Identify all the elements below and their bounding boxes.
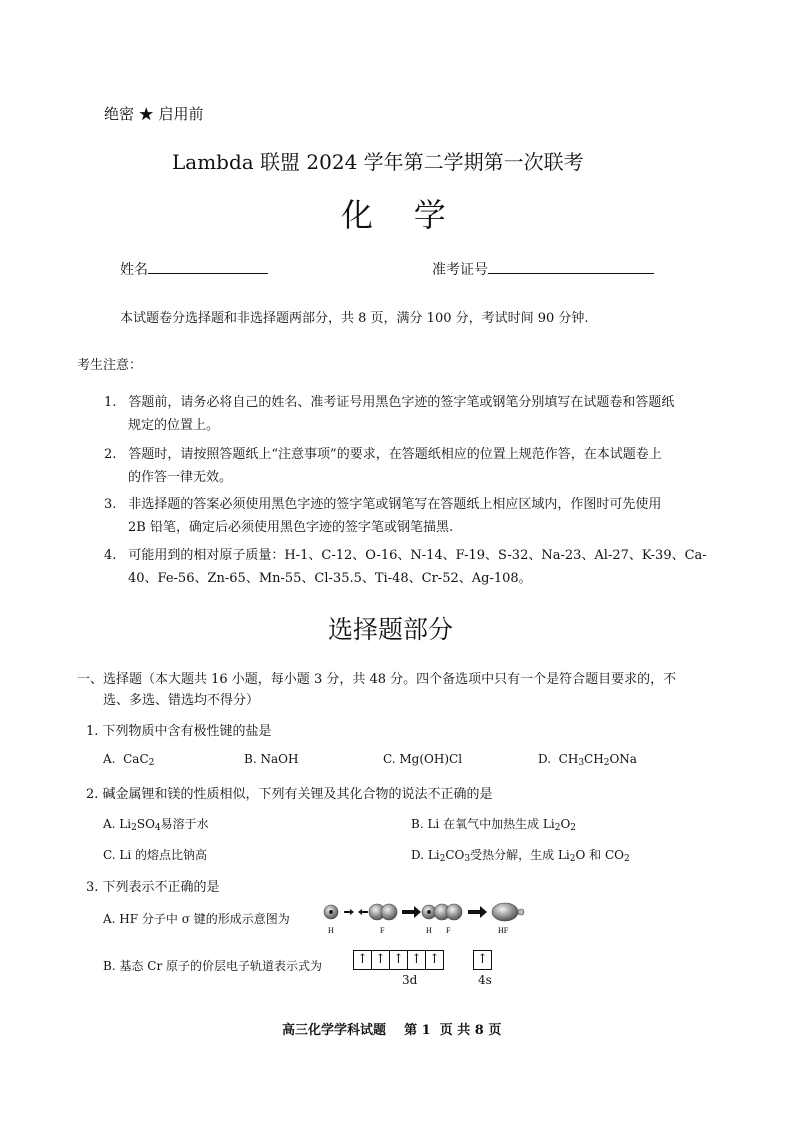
orbital-label-3d: 3d <box>402 973 418 987</box>
option-text: SO <box>136 817 155 831</box>
subscript: 4 <box>154 823 161 833</box>
option-text: CO <box>445 848 465 862</box>
q1-option-d[interactable] <box>538 752 637 768</box>
subscript: 3 <box>578 758 585 768</box>
option-text: D. Li <box>411 848 440 862</box>
approach-arrows-icon <box>344 909 368 915</box>
q2-option-d[interactable] <box>411 846 630 864</box>
subscript: 2 <box>569 854 576 864</box>
orbital-box: ↑ <box>353 950 372 970</box>
option-text: CH <box>584 752 604 766</box>
part-instruction-line1: 一、选择题（本大题共 16 小题，每小题 3 分，共 48 分。四个备选项中只有一个是符合题目要求的，不 <box>77 672 677 687</box>
option-text: 易溶于水 <box>160 817 209 831</box>
option-text: 受热分解，生成 Li <box>470 848 570 862</box>
subscript: 2 <box>603 758 610 768</box>
orbital-box: ↑ <box>473 950 492 970</box>
option-label: D. <box>538 752 552 766</box>
right-arrow-icon <box>468 906 487 918</box>
option-text: O 和 CO <box>575 848 624 862</box>
diagram-label: H <box>426 926 432 935</box>
notice-num: 1. <box>104 395 117 410</box>
q2-option-b[interactable] <box>411 815 576 833</box>
notice-item-1 <box>104 391 674 433</box>
option-text: ONa <box>609 752 637 766</box>
subject-title: 化 学 <box>341 196 446 234</box>
notice-text: 非选择题的答案必须使用黑色字迹的签字笔或钢笔写在答题纸上相应区域内，作图时可先使用 <box>128 497 662 512</box>
notice-text: 可能用到的相对原子质量：H-1、C-12、O-16、N-14、F-19、S-32、Na-23、Al-27、K-39、Ca- <box>128 548 707 563</box>
notice-num: 2. <box>104 447 117 462</box>
notice-num: 4. <box>104 548 117 563</box>
option-label: A. <box>103 752 116 766</box>
question-1-stem: 1. 下列物质中含有极性键的盐是 <box>86 724 272 739</box>
subscript: 2 <box>554 823 561 833</box>
orbital-diagram-3d <box>354 948 444 970</box>
page-footer: 高三化学学科试题 第 1 页 共 8 页 <box>282 1023 502 1038</box>
q2-option-a[interactable] <box>103 815 209 833</box>
subscript: 2 <box>439 854 446 864</box>
hf-molecule-icon <box>492 903 524 921</box>
q3-option-a[interactable]: A. HF 分子中 σ 键的形成示意图为 <box>103 912 290 926</box>
notice-title: 考生注意： <box>77 358 143 373</box>
subscript: 3 <box>464 854 471 864</box>
notice-num: 3. <box>104 497 117 512</box>
notice-item-3 <box>104 493 661 535</box>
id-underline[interactable] <box>488 259 654 274</box>
notice-text-cont: 2B 铅笔，确定后必须使用黑色字迹的签字笔或钢笔描黑. <box>128 520 454 535</box>
exam-intro: 本试题卷分选择题和非选择题两部分，共 8 页，满分 100 分，考试时间 90 分钟. <box>120 311 589 326</box>
orbital-box: ↑ <box>371 950 390 970</box>
notice-text: 答题时，请按照答题纸上“注意事项”的要求，在答题纸相应的位置上规范作答，在本试题卷上 <box>128 447 662 462</box>
option-text: CaC <box>123 752 149 766</box>
overlap-orbital-icon <box>422 904 462 920</box>
orbital-box: ↑ <box>407 950 426 970</box>
q3-option-b[interactable]: B. 基态 Cr 原子的价层电子轨道表示式为 <box>103 959 322 973</box>
subscript: 2 <box>624 854 630 864</box>
q1-option-a[interactable] <box>103 752 154 768</box>
option-text: B. Li 在氧气中加热生成 Li <box>411 817 555 831</box>
orbital-box: ↑ <box>389 950 408 970</box>
option-text: A. Li <box>103 817 132 831</box>
diagram-label: H <box>328 926 334 935</box>
part-instruction-line2: 选、多选、错选均不得分） <box>103 693 260 708</box>
subscript: 2 <box>131 823 137 833</box>
notice-text-cont: 规定的位置上。 <box>128 418 220 433</box>
notice-text-cont: 40、Fe-56、Zn-65、Mn-55、Cl-35.5、Ti-48、Cr-52、Ag-108。 <box>128 571 532 586</box>
diagram-label: F <box>446 926 451 935</box>
q1-option-c[interactable]: C. Mg(OH)Cl <box>383 752 463 766</box>
notice-text-cont: 的作答一律无效。 <box>128 470 233 485</box>
f-orbital-icon <box>369 904 397 920</box>
notice-item-4 <box>104 544 707 586</box>
secret-mark: 绝密 ★ 启用前 <box>104 105 204 123</box>
orbital-label-4s: 4s <box>478 973 492 987</box>
option-text: O <box>560 817 571 831</box>
subscript: 2 <box>570 823 577 833</box>
id-label: 准考证号 <box>432 262 488 278</box>
question-2-stem: 2. 碱金属锂和镁的性质相似，下列有关锂及其化合物的说法不正确的是 <box>86 787 493 802</box>
name-label: 姓名 <box>120 262 148 278</box>
notice-item-2 <box>104 443 662 485</box>
question-3-stem: 3. 下列表示不正确的是 <box>86 880 220 895</box>
subscript: 2 <box>148 758 155 768</box>
name-field[interactable] <box>120 259 268 279</box>
right-arrow-icon <box>402 906 421 918</box>
q2-option-c[interactable]: C. Li 的熔点比钠高 <box>103 848 208 862</box>
id-field[interactable] <box>432 259 654 279</box>
q1-option-b[interactable]: B. NaOH <box>244 752 299 766</box>
diagram-label: HF <box>498 926 509 935</box>
section-title: 选择题部分 <box>328 615 454 644</box>
orbital-diagram-4s <box>474 948 492 970</box>
name-underline[interactable] <box>148 259 268 274</box>
notice-text: 答题前，请务必将自己的姓名、准考证号用黑色字迹的签字笔或钢笔分别填写在试题卷和答题纸 <box>128 395 675 410</box>
diagram-label: F <box>380 926 385 935</box>
exam-title: Lambda 联盟 2024 学年第二学期第一次联考 <box>172 150 584 174</box>
h-atom-icon <box>324 905 338 919</box>
sigma-bond-diagram <box>322 900 532 938</box>
orbital-box: ↑ <box>425 950 444 970</box>
option-text: CH <box>558 752 579 766</box>
